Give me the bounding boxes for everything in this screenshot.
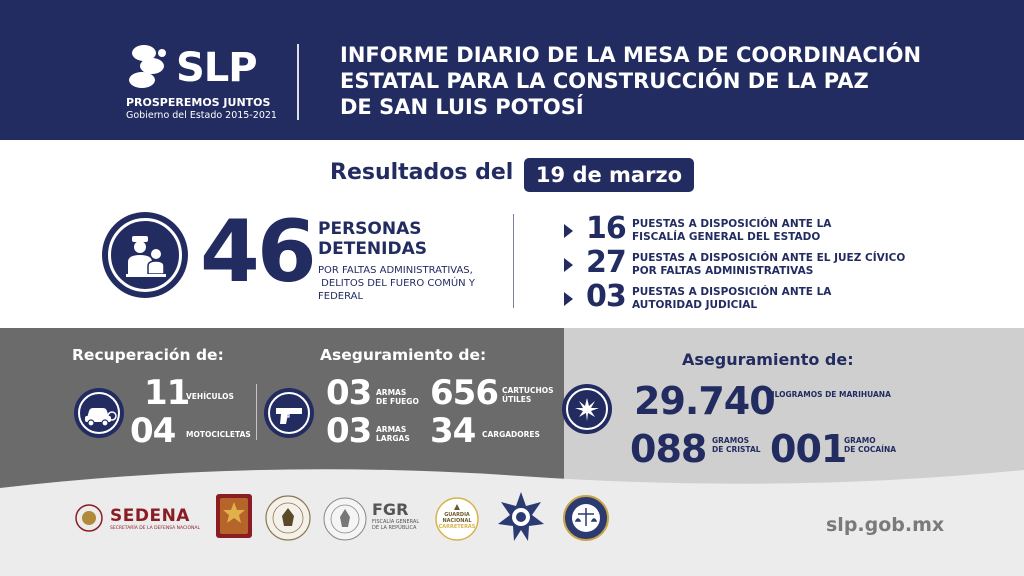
breakdown-number: 03: [586, 279, 626, 314]
slp-logo: [126, 42, 276, 121]
marijuana-label: KILOGRAMOS DE MARIHUANA: [766, 390, 891, 399]
justice-scale-icon: [562, 494, 610, 542]
breakdown-line: PUESTAS A DISPOSICIÓN ANTE LA: [632, 218, 832, 230]
detained-person-icon: [102, 212, 188, 298]
results-heading: [0, 158, 1024, 192]
breakdown-text: [632, 286, 932, 312]
website-link[interactable]: slp.gob.mx: [826, 514, 945, 536]
sedena-logo: [74, 500, 200, 536]
detained-sub-line: DELITOS DEL FUERO COMÚN Y: [318, 278, 475, 289]
breakdown-line: FISCALÍA GENERAL DEL ESTADO: [632, 231, 821, 243]
results-label: Resultados del: [330, 160, 514, 185]
breakdown-number: 16: [586, 211, 626, 246]
label-line: DE CRISTAL: [712, 445, 761, 454]
date-badge: 19 de marzo: [524, 158, 694, 192]
guardia-line: CARRETERAS: [438, 524, 476, 530]
breakdown-line: AUTORIDAD JUDICIAL: [632, 299, 758, 311]
judicial-seal-logo: [562, 494, 610, 542]
fgr-sub-line: FISCALÍA GENERAL: [372, 519, 420, 525]
seal-logo-1: [264, 494, 312, 542]
fgr-sub-line: DE LA REPÚBLICA: [372, 525, 417, 531]
detained-sub-line: POR FALTAS ADMINISTRATIVAS,: [318, 265, 473, 276]
panel-divider: [256, 384, 257, 440]
recovery-heading: Recuperación de:: [72, 346, 224, 364]
label-line: GRAMOS: [712, 436, 749, 445]
triangle-bullet-icon: [564, 258, 573, 272]
triangle-bullet-icon: [564, 292, 573, 306]
cartridges-count: 656: [430, 373, 498, 413]
state-police-logo: [494, 490, 548, 544]
breakdown-text: [632, 252, 932, 278]
seal-logo-2: [322, 496, 368, 542]
breakdown-line: POR FALTAS ADMINISTRATIVAS: [632, 265, 814, 277]
page-title: [340, 42, 980, 120]
label-line: ARMAS: [376, 425, 407, 434]
slp-dots-icon: [126, 44, 172, 90]
detained-label-line: PERSONAS: [318, 219, 422, 239]
magazines-count: 34: [430, 411, 476, 451]
label-line: ARMAS: [376, 388, 407, 397]
guardia-line: GUARDIA: [444, 512, 470, 518]
vehicles-label: VEHÍCULOS: [186, 392, 234, 401]
sedena-text: SEDENA: [110, 505, 190, 526]
eagle-seal-icon: [74, 503, 104, 533]
detained-sub-line: FEDERAL: [318, 291, 364, 302]
detained-description: [318, 264, 498, 303]
label-line: DE COCAÍNA: [844, 445, 897, 454]
header: [0, 0, 1024, 140]
detained-label-line: DETENIDAS: [318, 239, 427, 259]
cartridges-label: [502, 386, 554, 404]
logo-text: SLP: [176, 45, 257, 91]
firearms-label: [376, 388, 419, 406]
fgr-logo: [372, 500, 419, 531]
breakdown-line: PUESTAS A DISPOSICIÓN ANTE LA: [632, 286, 832, 298]
pistol-icon: [264, 388, 314, 438]
header-divider: [297, 44, 299, 120]
crystal-amount: 088: [630, 427, 707, 471]
fgr-text: FGR: [372, 500, 409, 519]
breakdown-number: 27: [586, 245, 626, 280]
eagle-seal-icon: [264, 494, 312, 542]
results-divider: [513, 214, 514, 308]
drugs-icon: [562, 384, 612, 434]
label-line: DE FUEGO: [376, 397, 419, 406]
logo-slogan: PROSPEREMOS JUNTOS: [126, 96, 271, 109]
label-line: ÚTILES: [502, 395, 532, 404]
motorcycles-count: 04: [130, 411, 176, 451]
triangle-bullet-icon: [564, 224, 573, 238]
motorcycles-label: MOTOCICLETAS: [186, 430, 251, 439]
label-line: CARTUCHOS: [502, 386, 554, 395]
detained-count: 46: [200, 202, 314, 302]
label-line: LARGAS: [376, 434, 410, 443]
detained-label: [318, 219, 427, 259]
vehicle-icon: [74, 388, 124, 438]
weapons-heading: Aseguramiento de:: [320, 346, 487, 364]
magazines-label: CARGADORES: [482, 430, 540, 439]
military-badge-icon: [214, 492, 254, 540]
guardia-line: NACIONAL: [442, 518, 472, 524]
breakdown-text: [632, 218, 932, 244]
marijuana-amount: 29.740: [634, 379, 775, 423]
drugs-heading: Aseguramiento de:: [682, 350, 854, 369]
title-line: INFORME DIARIO DE LA MESA DE COORDINACIÓN: [340, 43, 922, 67]
police-star-icon: [494, 490, 548, 544]
breakdown-line: PUESTAS A DISPOSICIÓN ANTE EL JUEZ CÍVICO: [632, 252, 906, 264]
sedena-sub: SECRETARÍA DE LA DEFENSA NACIONAL: [110, 525, 200, 531]
title-line: DE SAN LUIS POTOSÍ: [340, 95, 584, 119]
long-guns-label: [376, 425, 410, 443]
cocaine-amount: 001: [770, 427, 847, 471]
title-line: ESTATAL PARA LA CONSTRUCCIÓN DE LA PAZ: [340, 69, 869, 93]
logo-government: Gobierno del Estado 2015-2021: [126, 110, 277, 121]
vehicles-count: 11: [144, 373, 190, 413]
national-seal-icon: [322, 496, 368, 542]
long-guns-count: 03: [326, 411, 372, 451]
military-region-logo: [214, 492, 254, 540]
guardia-nacional-logo: [434, 496, 480, 542]
label-line: GRAMO: [844, 436, 876, 445]
firearms-count: 03: [326, 373, 372, 413]
